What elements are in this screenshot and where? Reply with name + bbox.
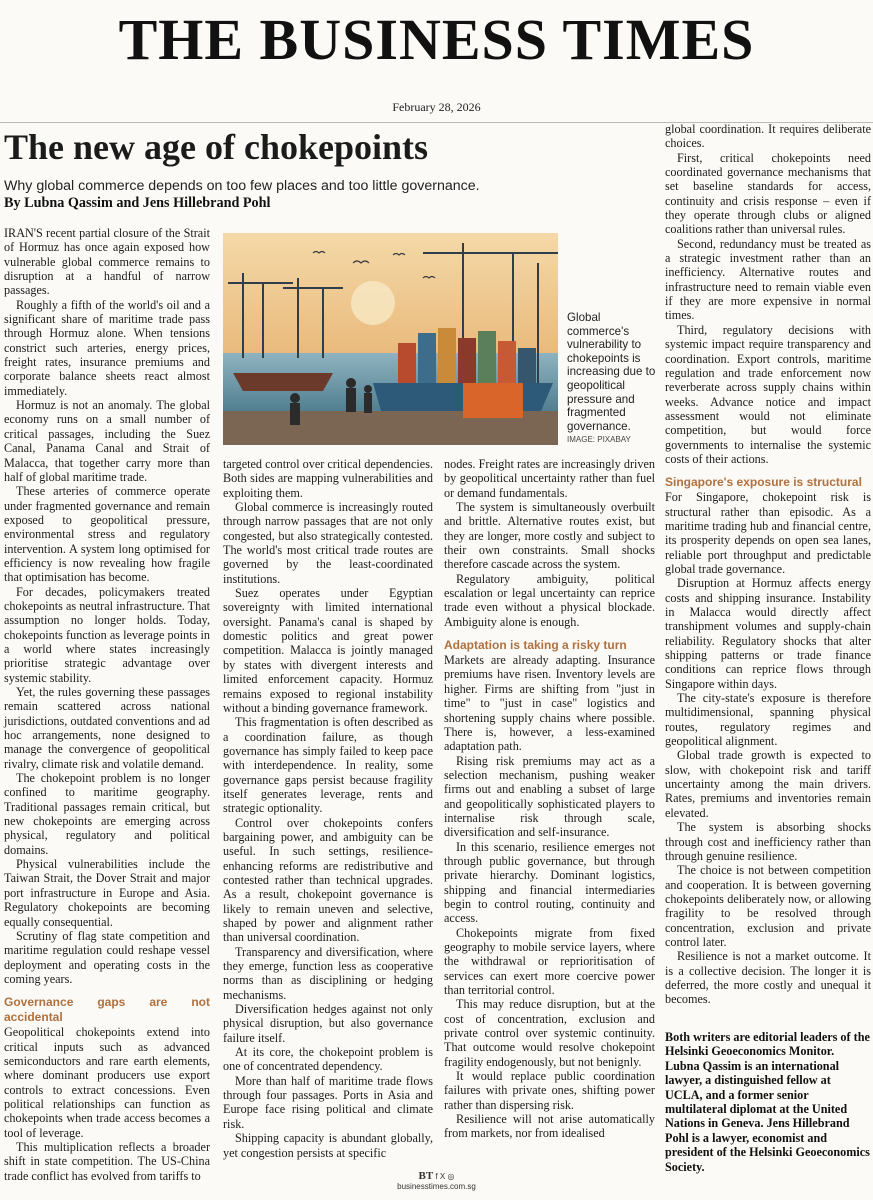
port-illustration bbox=[223, 233, 558, 445]
paragraph: The choice is not between competition and cooperation. It is between governing chokepoints deliberately now, or allowing fragility to be resolved through concentration, exclusion and private control later. bbox=[665, 863, 871, 949]
footer-logo: BT bbox=[418, 1170, 434, 1182]
paragraph: This may reduce disruption, but at the cost of concentration, exclusion and private control over systemic continuity. That outcome would resolve chokepoint fragility endogenously, but not benignly. bbox=[444, 997, 655, 1069]
paragraph: Shipping capacity is abundant globally, yet congestion persists at specific bbox=[223, 1131, 433, 1160]
paragraph: Global commerce is increasingly routed through narrow passages that are not only congested, but also strategically contested. The world's most critical trade routes are governed by the least-coordinated institutions. bbox=[223, 500, 433, 586]
paragraph: Second, redundancy must be treated as a strategic investment rather than an inefficiency. Alternative routes and infrastructure need to remain viable even if they are more expensive in normal times. bbox=[665, 236, 871, 323]
paragraph: At its core, the chokepoint problem is one of concentrated dependency. bbox=[223, 1045, 433, 1074]
deck: Why global commerce depends on too few places and too little governance. bbox=[4, 178, 480, 194]
article-column-3 bbox=[444, 457, 655, 1141]
image-credit: IMAGE: PIXABAY bbox=[567, 435, 631, 444]
publication-date: February 28, 2026 bbox=[392, 100, 481, 114]
masthead: THE BUSINESS TIMES bbox=[118, 7, 755, 72]
paragraph: Hormuz is not an anomaly. The global economy runs on a small number of critical passages, including the Suez Canal, Panama Canal and Strait of Malacca, that together carry more than half of global maritime trade. bbox=[4, 398, 210, 484]
paragraph: First, critical chokepoints need coordinated governance mechanisms that set baseline standards for access, continuity and crisis response – even if they operate through clubs or aligned coalitions rather than universal rules. bbox=[665, 150, 871, 237]
paragraph: The system is absorbing shocks through cost and inefficiency rather than through genuine resilience. bbox=[665, 820, 871, 863]
section-heading: Adaptation is taking a risky turn bbox=[444, 638, 627, 653]
social-icons: f X ◎ bbox=[435, 1172, 455, 1181]
paragraph: Resilience will not arise automatically from markets, nor from idealised bbox=[444, 1112, 655, 1141]
paragraph: Regulatory ambiguity, political escalation or legal uncertainty can reprice trade even without a physical blockade. Ambiguity alone is enough. bbox=[444, 571, 655, 629]
paragraph: global coordination. It requires deliberate choices. bbox=[665, 122, 871, 151]
paragraph: This fragmentation is often described as a coordination failure, as though governance has simply failed to keep pace with interdependence. In reality, some governance gaps persist because fragility itself generates leverage, rents and strategic optionality. bbox=[223, 715, 433, 816]
paragraph: Third, regulatory decisions with systemic impact require transparency and coordination. Export controls, maritime regulation and trade enforcement now reverberate across supply chains within weeks. Advance notice and impact assessment would not eliminate competition, but would force governments to internalise the systemic costs of their actions. bbox=[665, 322, 871, 466]
section-heading: Singapore's exposure is structural bbox=[665, 475, 862, 490]
headline: The new age of chokepoints bbox=[4, 127, 429, 167]
paragraph: Global trade growth is expected to slow, with chokepoint risk and tariff uncertainty among the main drivers. Rates, premiums and inventories remain elevated. bbox=[665, 748, 871, 820]
paragraph: It would replace public coordination failures with private ones, shifting power rather than dispersing risk. bbox=[444, 1069, 655, 1112]
paragraph: Markets are already adapting. Insurance premiums have risen. Inventory levels are higher. Firms are shifting from "just in time" to "just in case" logistics and shortening supply chains where possible. There is, however, a less-examined adaptation path. bbox=[444, 653, 655, 754]
article-column-4 bbox=[665, 122, 871, 1007]
paragraph: For decades, policymakers treated chokepoints as neutral infrastructure. That assumption no longer holds. Today, chokepoints function as leverage points in a world where states increasingly prioritise strategic advantage over systemic stability. bbox=[4, 584, 210, 685]
paragraph: Yet, the rules governing these passages remain scattered across national jurisdictions, outdated conventions and ad hoc arrangements, none designed to manage the convergence of geopolitical rivalry, climate risk and volatile demand. bbox=[4, 685, 210, 771]
paragraph: Physical vulnerabilities include the Taiwan Strait, the Dover Strait and major port infrastructure in Europe and Asia. Regulatory chokepoints are becoming equally consequential. bbox=[4, 857, 210, 929]
paragraph: Suez operates under Egyptian sovereignty with limited international oversight. Panama's canal is shaped by domestic politics and great power competition. Malacca is jointly managed by states with divergent interests and limited enforcement capacity. Hormuz remains exposed to regional instability without a binding governance framework. bbox=[223, 586, 433, 715]
paragraph: nodes. Freight rates are increasingly driven by geopolitical uncertainty rather than fuel or demand fundamentals. bbox=[444, 457, 655, 500]
article-column-1 bbox=[4, 226, 210, 1183]
image-caption: Global commerce's vulnerability to chokepoints is increasing due to geopolitical pressure and fragmented governance. bbox=[567, 311, 656, 433]
paragraph: The chokepoint problem is no longer confined to maritime geography. Traditional passages remain critical, but new chokepoints are emerging across physical, regulatory and political domains. bbox=[4, 771, 210, 857]
paragraph: targeted control over critical dependencies. Both sides are mapping vulnerabilities and exploiting them. bbox=[223, 457, 433, 500]
paragraph: The system is simultaneously overbuilt and brittle. Alternative routes exist, but they are longer, more costly and subject to their own constraints. Small shocks therefore cascade across the system. bbox=[444, 500, 655, 572]
article-column-2 bbox=[223, 457, 433, 1160]
paragraph: Disruption at Hormuz affects energy costs and shipping insurance. Instability in Malacca would directly affect transhipment volumes and supply-chain reliability. Regulatory shocks that alter shipping patterns or trade finance conditions can reprice flows through Singapore within days. bbox=[665, 576, 871, 691]
paragraph: Resilience is not a market outcome. It is a collective decision. The longer it is deferred, the more costly and unequal it becomes. bbox=[665, 949, 871, 1007]
paragraph: Transparency and diversification, where they emerge, function less as cooperative norms than as disciplining or hedging mechanisms. bbox=[223, 944, 433, 1002]
footer-site: businesstimes.com.sg bbox=[397, 1182, 476, 1191]
paragraph: IRAN'S recent partial closure of the Strait of Hormuz has once again exposed how vulnerable global commerce remains to disruption at a handful of narrow passages. bbox=[4, 226, 210, 298]
paragraph: This multiplication reflects a broader shift in state competition. The US-China trade conflict has evolved from tariffs to bbox=[4, 1139, 210, 1183]
paragraph: Control over chokepoints confers bargaining power, and ambiguity can be useful. In such settings, resilience-enhancing reforms are redistributive and contested rather than technical upgrades. As a result, chokepoint governance is likely to remain uneven and selective, shaped by power and alignment rather than universal coordination. bbox=[223, 815, 433, 945]
paragraph: Geopolitical chokepoints extend into critical inputs such as advanced semiconductors and rare earth elements, where dominant producers use export controls to extract concessions. Even political relationships can function as chokepoints when trade access becomes a tool of leverage. bbox=[4, 1025, 210, 1140]
paragraph: Rising risk premiums may act as a selection mechanism, pushing weaker firms out and enabling a subset of large and geopolitically sophisticated players to internalise risk through scale, diversification and self-insurance. bbox=[444, 753, 655, 840]
paragraph: These arteries of commerce operate under fragmented governance and remain exposed to geopolitical pressure, environmental stress and regulatory intervention. A system long optimised for efficiency is now revealing how fragile that optimisation has become. bbox=[4, 484, 210, 585]
section-heading: Governance gaps are not accidental bbox=[4, 995, 210, 1025]
paragraph: Scrutiny of flag state competition and maritime regulation could reshape vessel deployment and operating costs in the coming years. bbox=[4, 928, 210, 986]
paragraph: More than half of maritime trade flows through four passages. Ports in Asia and Europe face rising political and climate risk. bbox=[223, 1073, 433, 1131]
byline: By Lubna Qassim and Jens Hillebrand Pohl bbox=[4, 195, 271, 211]
footer bbox=[0, 1170, 873, 1191]
paragraph: Diversification hedges against not only physical disruption, but also governance failure itself. bbox=[223, 1002, 433, 1045]
paragraph: The city-state's exposure is therefore multidimensional, spanning physical routes, regulatory regimes and geopolitical alignment. bbox=[665, 691, 871, 749]
article-image bbox=[223, 233, 558, 445]
author-bio: Both writers are editorial leaders of the Helsinki Geoeconomics Monitor. Lubna Qassim is an international lawyer, a distinguished fellow at UCLA, and a former senior multilateral diplomat at the United Nations in Geneva. Jens Hillebrand Pohl is a lawyer, economist and president of the Helsinki Geoeconomics Society. bbox=[665, 1030, 870, 1174]
paragraph: Chokepoints migrate from fixed geography to mobile service layers, where the withdrawal or reprioritisation of services can exert more coercive power than territorial control. bbox=[444, 925, 655, 998]
paragraph: Roughly a fifth of the world's oil and a significant share of maritime trade pass through Hormuz alone. When tensions constrict such arteries, energy prices, freight rates, insurance premiums and corporate balance sheets react almost immediately. bbox=[4, 297, 210, 398]
paragraph: For Singapore, chokepoint risk is structural rather than episodic. As a maritime trading hub and financial centre, its prosperity depends on open sea lanes, reliable port throughput and predictable global trade governance. bbox=[665, 490, 871, 576]
paragraph: In this scenario, resilience emerges not through public governance, but through private hierarchy. Dominant logistics, shipping and financial intermediaries begin to control routing, continuity and access. bbox=[444, 839, 655, 926]
